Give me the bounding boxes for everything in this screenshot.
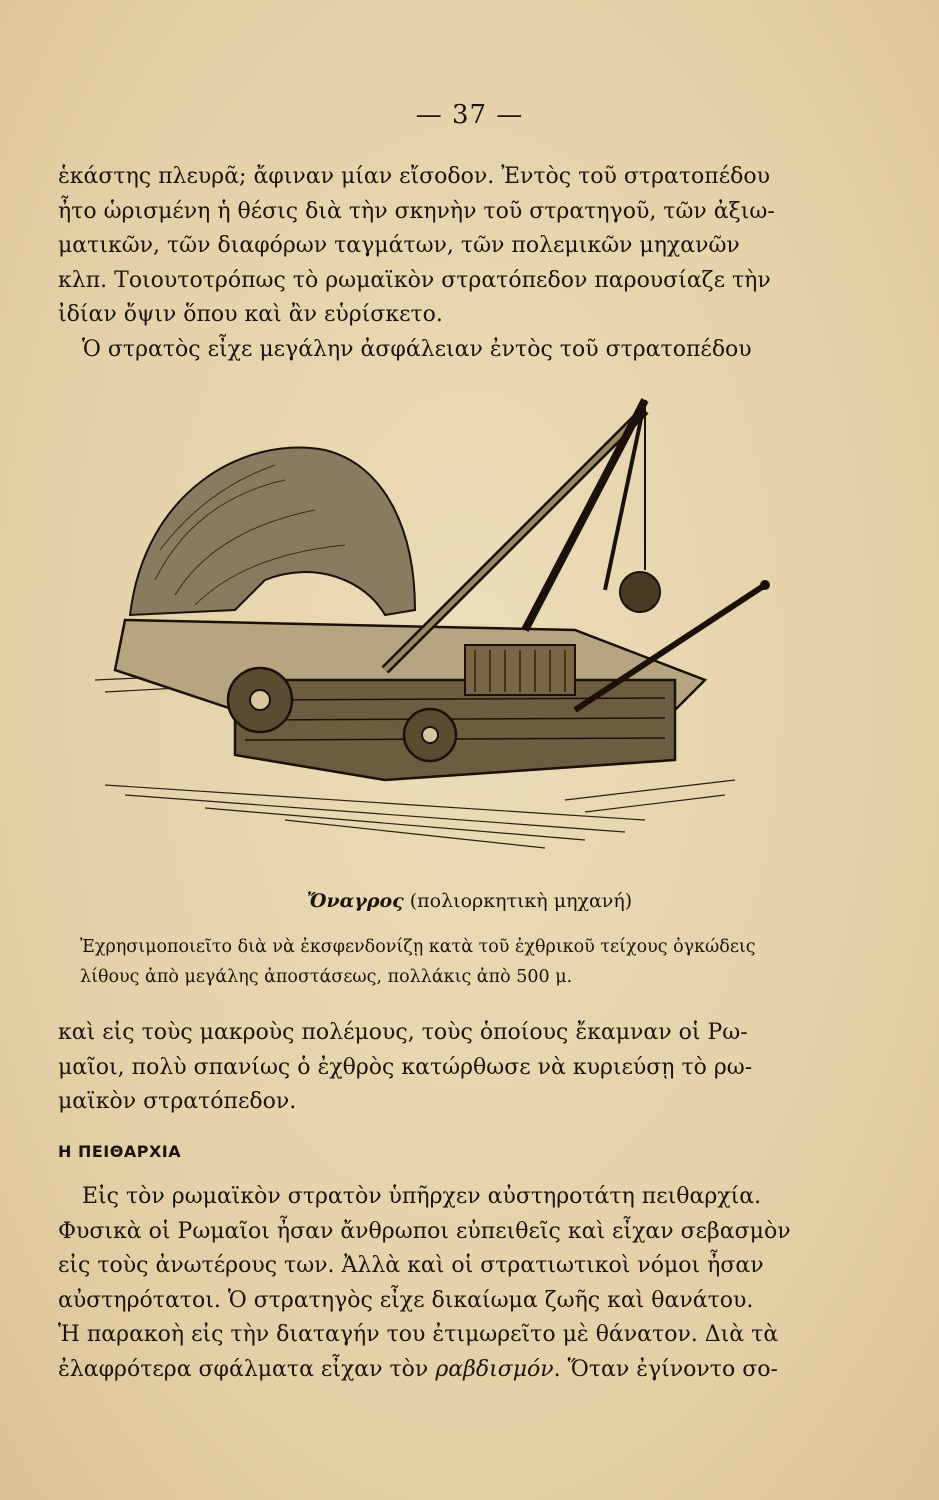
paragraph-middle	[58, 1016, 793, 1120]
text-line: Ὁ στρατὸς εἶχε μεγάλην ἀσφάλειαν ἐντὸς τοῦ στρατοπέδου	[82, 336, 752, 362]
onager-illustration	[85, 380, 775, 860]
onager-siege-engine-icon	[85, 380, 775, 860]
figure-caption-description	[80, 932, 770, 992]
text-line: Φυσικὰ οἱ Ρωμαῖοι ἦσαν ἄνθρωποι εὐπειθεῖς καὶ εἶχαν σεβασμὸν	[58, 1218, 791, 1244]
text-line: μαῖοι, πολὺ σπανίως ὁ ἐχθρὸς κατώρθωσε νὰ κυριεύσῃ τὸ ρω-	[58, 1054, 753, 1080]
page-number: — 37 —	[415, 100, 524, 130]
section-heading: Η ΠΕΙΘΑΡΧΙΑ	[58, 1142, 182, 1161]
text-line: καὶ εἰς τοὺς μακροὺς πολέμους, τοὺς ὁποίους ἔκαμναν οἱ Ρω-	[58, 1020, 748, 1045]
emphasized-word: ραβδισμόν	[435, 1356, 554, 1382]
text-line: εἰς τοὺς ἀνωτέρους των. Ἀλλὰ καὶ οἱ στρατιωτικοὶ νόμοι ἦσαν	[58, 1253, 764, 1278]
caption-subtitle: (πολιορκητικὴ μηχανή)	[409, 890, 633, 912]
caption-name: Ὄναγρος	[306, 890, 404, 912]
text-span: ἐλαφρότερα σφάλματα εἶχαν τὸν	[58, 1356, 436, 1382]
paragraph-top	[58, 160, 793, 367]
text-line: ἑκάστης πλευρᾶ; ἄφιναν μίαν εἴσοδον. Ἐντὸς τοῦ στρατοπέδου	[58, 164, 771, 189]
text-span: . Ὅταν ἐγίνοντο σο-	[553, 1356, 778, 1382]
earth-mound	[130, 448, 415, 615]
caption-line: Ἐχρησιμοποιεῖτο διὰ νὰ ἐκσφενδονίζῃ κατὰ τοῦ ἐχθρικοῦ τείχους ὀγκώδεις	[80, 937, 756, 957]
figure-caption-title	[0, 890, 939, 912]
text-line: μαϊκὸν στρατόπεδον.	[58, 1089, 297, 1114]
caption-line: λίθους ἀπὸ μεγάλης ἀποστάσεως, πολλάκις ἀπὸ 500 μ.	[80, 967, 573, 987]
text-line: ἦτο ὡρισμένη ἡ θέσις διὰ τὴν σκηνὴν τοῦ στρατηγοῦ, τῶν ἀξιω-	[58, 198, 775, 224]
stone-ball-icon	[620, 572, 660, 612]
paragraph-bottom	[58, 1180, 793, 1387]
text-line: ματικῶν, τῶν διαφόρων ταγμάτων, τῶν πολεμικῶν μηχανῶν	[58, 233, 740, 258]
text-line: αὐστηρότατοι. Ὁ στρατηγὸς εἶχε δικαίωμα ζωῆς καὶ θανάτου.	[58, 1287, 754, 1313]
text-line	[58, 1353, 793, 1388]
text-line: κλπ. Τοιουτοτρόπως τὸ ρωμαϊκὸν στρατόπεδον παρουσίαζε τὴν	[58, 267, 771, 293]
text-line: ἰδίαν ὄψιν ὅπου καὶ ἂν εὑρίσκετο.	[58, 302, 443, 327]
text-line: Ἡ παρακοὴ εἰς τὴν διαταγήν του ἐτιμωρεῖτο μὲ θάνατον. Διὰ τὰ	[58, 1322, 779, 1347]
text-line: Εἰς τὸν ρωμαϊκὸν στρατὸν ὑπῆρχεν αὐστηροτάτη πειθαρχία.	[82, 1184, 762, 1209]
